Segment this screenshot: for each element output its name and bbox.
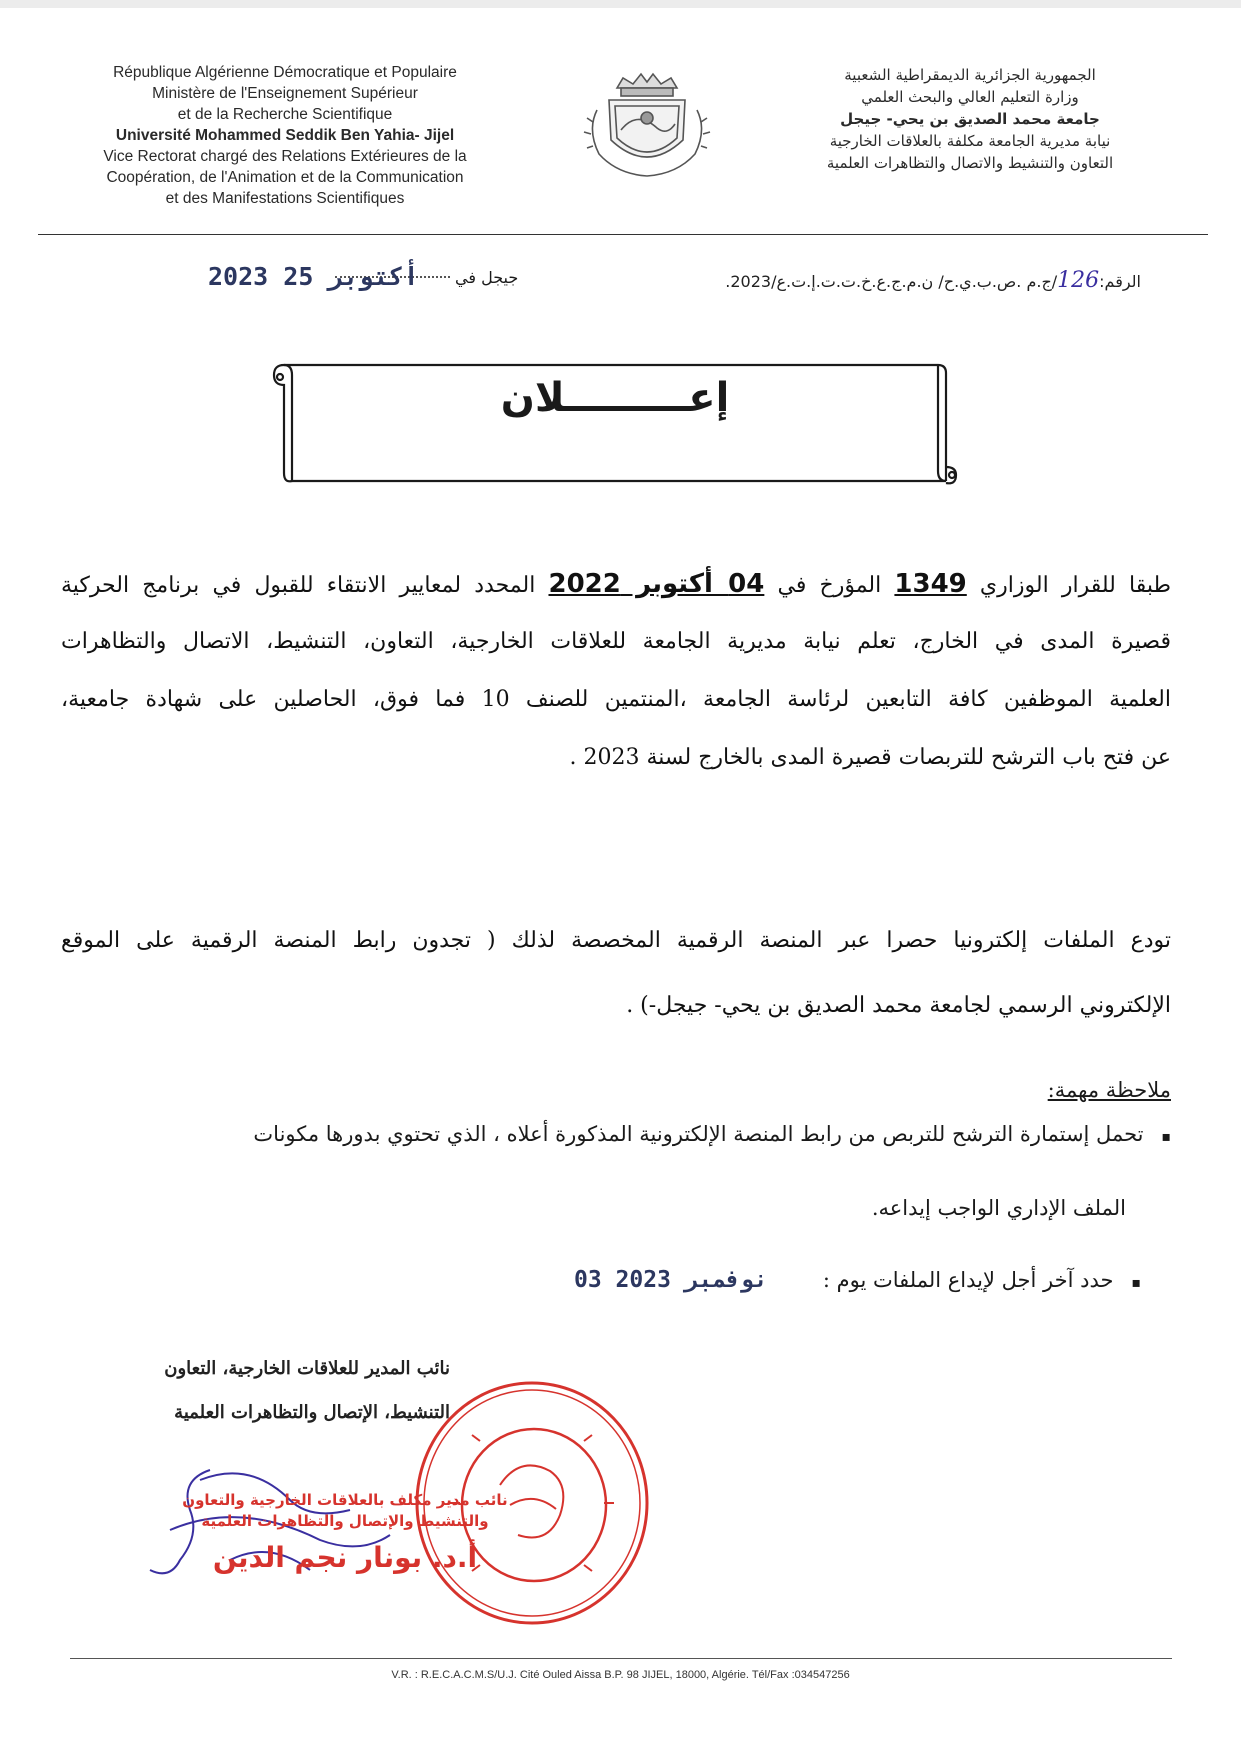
paragraph-line: عن فتح باب الترشح للتربصات قصيرة المدى بالخارج لسنة 2023 .: [569, 745, 1171, 770]
text-segment: طبقا للقرار الوزاري: [966, 573, 1171, 598]
notes-title: ملاحظة مهمة:: [1047, 1078, 1171, 1102]
scan-top-band: [0, 0, 1241, 8]
official-stamp: [180, 1490, 510, 1578]
header-ar-line: الجمهورية الجزائرية الديمقراطية الشعبية: [844, 66, 1096, 84]
note-text-continued: الملف الإداري الواجب إيداعه.: [871, 1196, 1126, 1220]
stamp-name: أ.د. بونار نجم الدين: [212, 1541, 478, 1574]
paragraph-decree: [61, 555, 1171, 787]
header-ar-line: وزارة التعليم العالي والبحث العلمي: [861, 88, 1079, 106]
decree-date: 04 أكتوبر 2022: [548, 569, 765, 599]
paragraph-submission: [61, 908, 1171, 1038]
text-segment: المحدد لمعايير الانتقاء للقبول في برنامج الحركية: [61, 573, 549, 598]
footer-divider: [70, 1658, 1172, 1659]
paragraph-line: الإلكتروني الرسمي لجامعة محمد الصديق بن يحي- جيجل-) .: [626, 993, 1171, 1018]
bullet-icon: ▪: [1131, 1275, 1141, 1291]
note-item-deadline: [823, 1268, 1141, 1292]
footer-address: V.R. : R.E.C.A.C.M.S/U.J. Cité Ouled Aissa B.P. 98 JIJEL, 18000, Algérie. Tél/Fax :034547256: [391, 1669, 850, 1681]
place-label: جيجل في: [455, 268, 519, 287]
header-fr-university: Université Mohammed Seddik Ben Yahia- Jijel: [115, 127, 455, 144]
bullet-icon: ▪: [1161, 1129, 1171, 1145]
reference-code: /ج.م .ص.ب.ي.ح/ ن.م.ج.ع.خ.ت.ت.إ.ت.ع/2023.: [725, 272, 1058, 291]
reference-handwritten-number: 126: [1057, 268, 1100, 293]
header-arabic: [735, 64, 1205, 174]
text-segment: المؤرخ في: [764, 573, 895, 598]
header-fr-line: et de la Recherche Scientifique: [177, 106, 393, 123]
date-stamp: 2023 أكتوبر 25: [208, 262, 419, 291]
note-text: حدد آخر أجل لإيداع الملفات يوم :: [822, 1268, 1114, 1292]
signatory-title-line: التنشيط، الإتصال والتظاهرات العلمية: [174, 1402, 450, 1423]
header-ar-university: جامعة محمد الصديق بن يحي- جيجل: [840, 110, 1100, 128]
note-text: تحمل إستمارة الترشح للتربص من رابط المنصة الإلكترونية المذكورة أعلاه ، الذي تحتوي بدورها مكونات: [253, 1122, 1144, 1146]
header-ar-line: نيابة مديرية الجامعة مكلفة بالعلاقات الخارجية: [829, 132, 1111, 150]
paragraph-line: [61, 555, 1171, 613]
header-fr-line: Coopération, de l'Animation et de la Communication: [106, 169, 464, 186]
decree-number: 1349: [894, 569, 967, 599]
header-fr-line: Ministère de l'Enseignement Supérieur: [152, 85, 418, 102]
paragraph-line: تودع الملفات إلكترونيا حصرا عبر المنصة الرقمية المخصصة لذلك ( تجدون رابط المنصة الرقمية على الموقع: [61, 928, 1171, 953]
reference-label: الرقم:: [1099, 272, 1141, 291]
paragraph-line: العلمية الموظفين كافة التابعين لرئاسة الجامعة ،المنتمين للصنف 10 فما فوق، الحاصلين على شهادة جامعية،: [61, 687, 1171, 712]
header-ar-line: التعاون والتنشيط والاتصال والتظاهرات العلمية: [826, 154, 1114, 172]
deadline-date-stamp: 03 نوفمبر 2023: [574, 1267, 768, 1293]
reference-number: [725, 268, 1141, 293]
header-divider: [38, 234, 1208, 235]
header-fr-line: Vice Rectorat chargé des Relations Extérieures de la: [103, 148, 467, 165]
stamp-line: نائب مدير مكلف بالعلاقات الخارجية والتعاون: [182, 1491, 508, 1509]
announcement-title: إعـــــــــلان: [500, 375, 730, 421]
signatory-title-line: نائب المدير للعلاقات الخارجية، التعاون: [164, 1358, 450, 1379]
university-emblem-icon: [577, 70, 717, 182]
stamp-line: والتنشيط والإتصال والتظاهرات العلمية: [201, 1512, 489, 1530]
header-french: [55, 62, 515, 209]
paragraph-line: قصيرة المدى في الخارج، تعلم نيابة مديرية الجامعة للعلاقات الخارجية، التعاون، التنشيط، الاتصال والتظاهرات: [61, 629, 1171, 654]
header-fr-line: et des Manifestations Scientifiques: [165, 190, 405, 207]
note-item-form: [253, 1122, 1171, 1146]
header-fr-line: République Algérienne Démocratique et Populaire: [113, 64, 457, 81]
